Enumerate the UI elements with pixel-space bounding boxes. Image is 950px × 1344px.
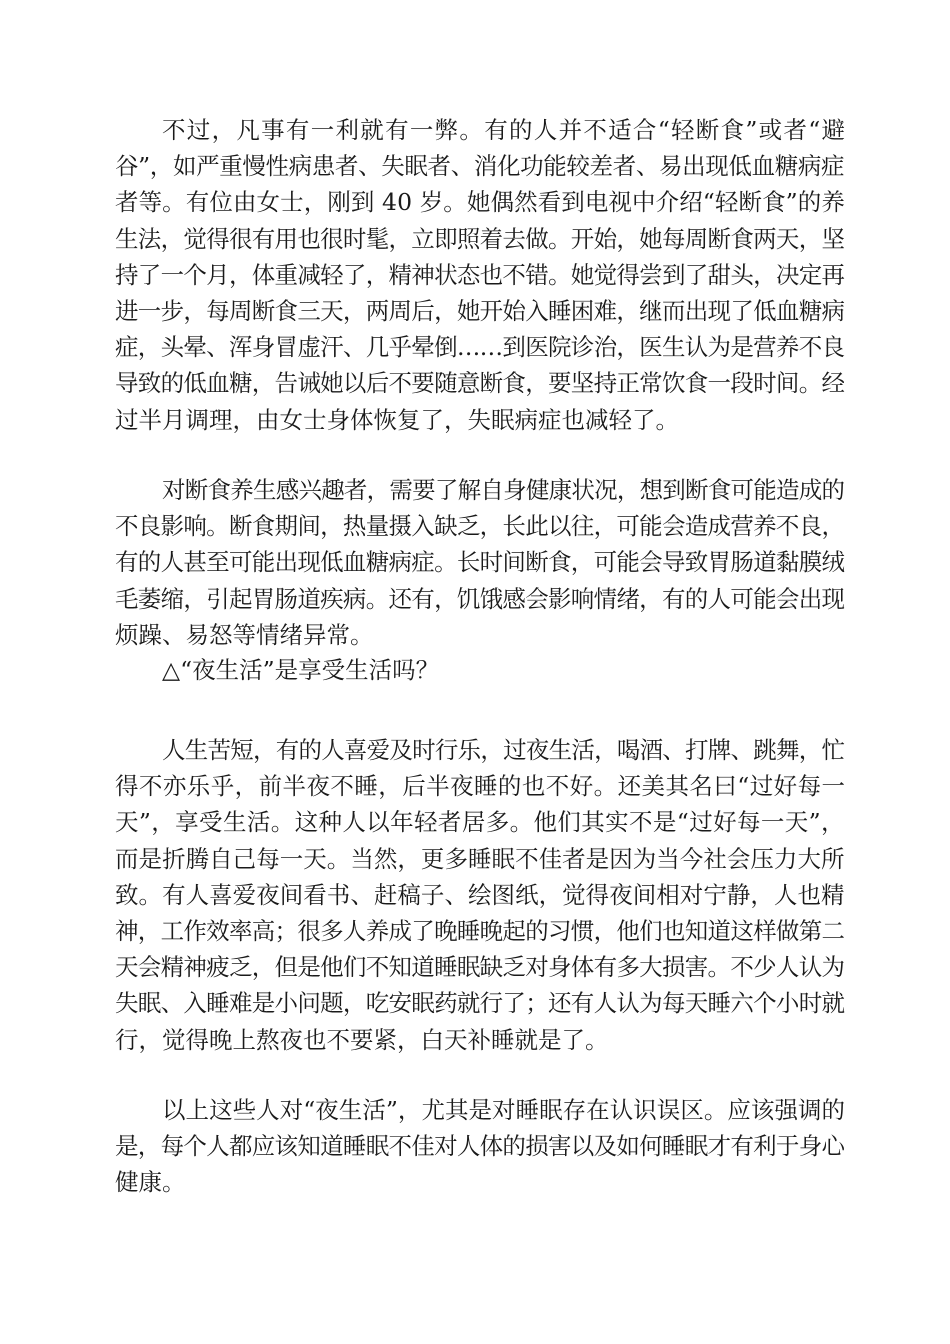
text-line: △“夜生活”是享受生活吗？ — [162, 656, 440, 684]
text-line: 行，觉得晚上熬夜也不要紧，白天补睡就是了。 — [115, 1025, 609, 1054]
text-line: 致。有人喜爱夜间看书、赶稿子、绘图纸，觉得夜间相对宁静，人也精 — [115, 880, 845, 909]
text-line: 以上这些人对“夜生活”，尤其是对睡眠存在认识误区。应该强调的 — [162, 1096, 846, 1124]
text-line: 是，每个人都应该知道睡眠不佳对人体的损害以及如何睡眠才有利于身心 — [115, 1132, 845, 1161]
text-line: 生法，觉得很有用也很时髦，立即照着去做。开始，她每周断食两天，坚 — [115, 224, 845, 253]
text-line: 不良影响。断食期间，热量摄入缺乏，长此以往，可能会造成营养不良， — [115, 512, 845, 541]
text-line: 神，工作效率高；很多人养成了晚睡晚起的习惯，他们也知道这样做第二 — [115, 917, 845, 945]
text-line: 导致的低血糖，告诫她以后不要随意断食，要坚持正常饮食一段时间。经 — [115, 369, 845, 398]
text-line: 有的人甚至可能出现低血糖病症。长时间断食，可能会导致胃肠道黏膜绒 — [115, 548, 845, 577]
text-line: 得不亦乐乎，前半夜不睡，后半夜睡的也不好。还美其名曰“过好每一 — [115, 772, 846, 801]
text-line: 谷”，如严重慢性病患者、失眠者、消化功能较差者、易出现低血糖病症 — [115, 152, 845, 181]
text-line: 健康。 — [115, 1168, 186, 1197]
text-line: 毛萎缩，引起胃肠道疾病。还有，饥饿感会影响情绪，有的人可能会出现 — [115, 584, 845, 613]
text-line: 症，头晕、浑身冒虚汗、几乎晕倒……到医院诊治，医生认为是营养不良 — [115, 333, 845, 362]
text-line: 天会精神疲乏，但是他们不知道睡眠缺乏对身体有多大损害。不少人认为 — [115, 953, 845, 982]
text-line: 烦躁、易怒等情绪异常。 — [115, 620, 374, 649]
text-line: 而是折腾自己每一天。当然，更多睡眠不佳者是因为当今社会压力大所 — [115, 844, 845, 873]
text-line: 对断食养生感兴趣者，需要了解自身健康状况，想到断食可能造成的 — [162, 476, 845, 504]
text-line: 天”，享受生活。这种人以年轻者居多。他们其实不是“过好每一天”， — [115, 808, 845, 837]
text-line: 进一步，每周断食三天，两周后，她开始入睡困难，继而出现了低血糖病 — [115, 297, 845, 325]
text-line: 过半月调理，由女士身体恢复了，失眠病症也减轻了。 — [115, 405, 679, 434]
text-line: 者等。有位由女士，刚到 40 岁。她偶然看到电视中介绍“轻断食”的养 — [115, 188, 845, 217]
text-line: 失眠、入睡难是小问题，吃安眠药就行了；还有人认为每天睡六个小时就 — [115, 989, 845, 1018]
text-line: 人生苦短，有的人喜爱及时行乐，过夜生活，喝酒、打牌、跳舞，忙 — [162, 736, 845, 764]
text-line: 不过，凡事有一利就有一弊。有的人并不适合“轻断食”或者“避 — [162, 116, 847, 144]
text-line: 持了一个月，体重减轻了，精神状态也不错。她觉得尝到了甜头，决定再 — [115, 260, 845, 289]
